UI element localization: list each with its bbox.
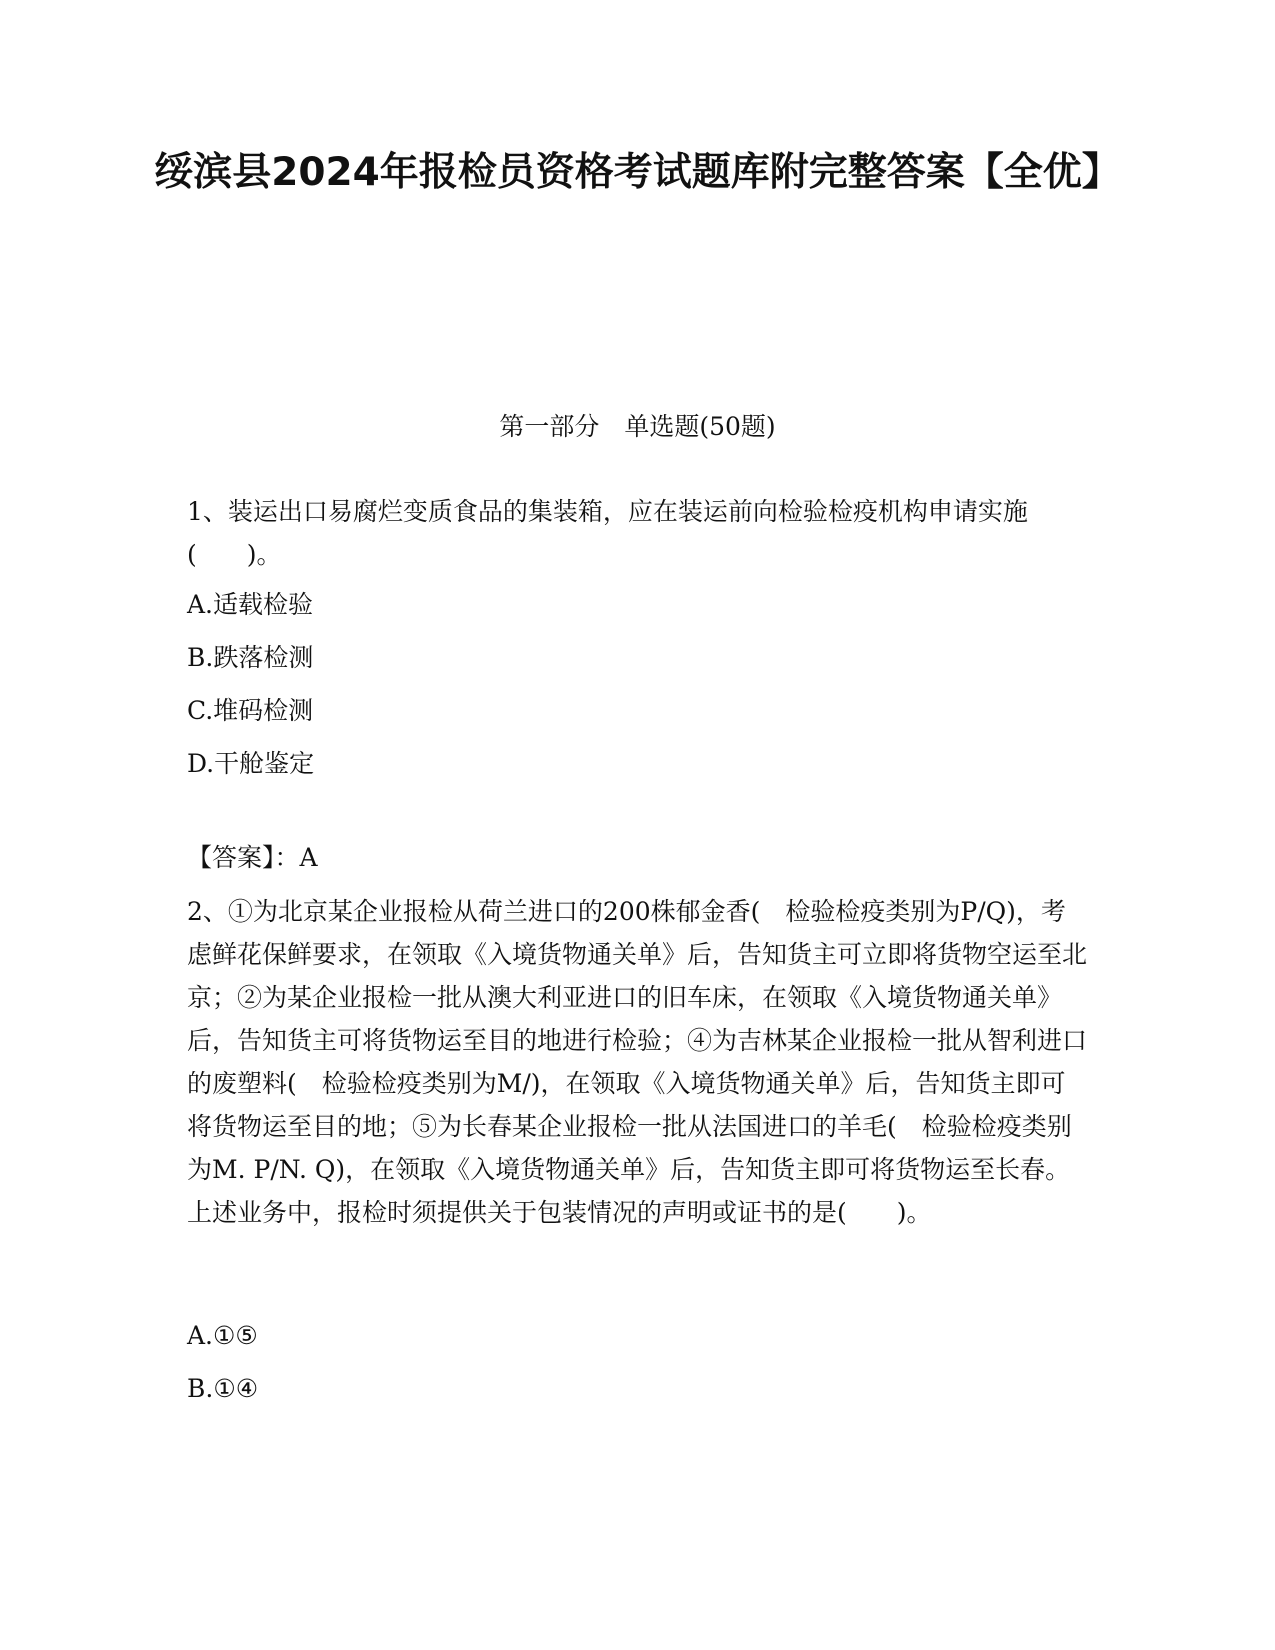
question-2-option-a: A.①⑤ [187,1321,258,1350]
question-1-text: 1、装运出口易腐烂变质食品的集装箱，应在装运前向检验检疫机构申请实施( )。 [187,497,1028,569]
question-1-option-c: C.堆码检测 [187,696,314,725]
question-2-option-b: B.①④ [187,1374,259,1403]
question-1-option-d: D.干舱鉴定 [187,749,315,778]
question-1-option-b: B.跌落检测 [187,643,314,672]
section-heading: 第一部分 单选题(50题) [499,412,776,441]
question-2-text: 2、①为北京某企业报检从荷兰进口的200株郁金香( 检验检疫类别为P/Q)，考虑鲜花保鲜要求，在领取《入境货物通关单》后，告知货主可立即将货物空运至北京；②为某企业报检一批从澳大利亚进口的旧车床，在领取《入境货物通关单》后，告知货主可将货物运至目的地进行检验；④为吉林某企业报检一批从智利进口的废塑料( 检验检疫类别为M/)，在领取《入境货物通关单》后，告知货主即可将货物运至目的地；⑤为长春某企业报检一批从法国进口的羊毛( 检验检疫类别为M. P/N. Q)，在领取《入境货物通关单》后，告知货主即可将货物运至长春。上述业务中，报检时须提供关于包装情况的声明或证书的是( )。 [187,897,1088,1227]
question-1-answer: 【答案】：A [187,843,318,872]
question-1-option-a: A.适载检验 [187,590,314,619]
document-title: 绥滨县2024年报检员资格考试题库附完整答案【全优】 [154,150,1121,195]
